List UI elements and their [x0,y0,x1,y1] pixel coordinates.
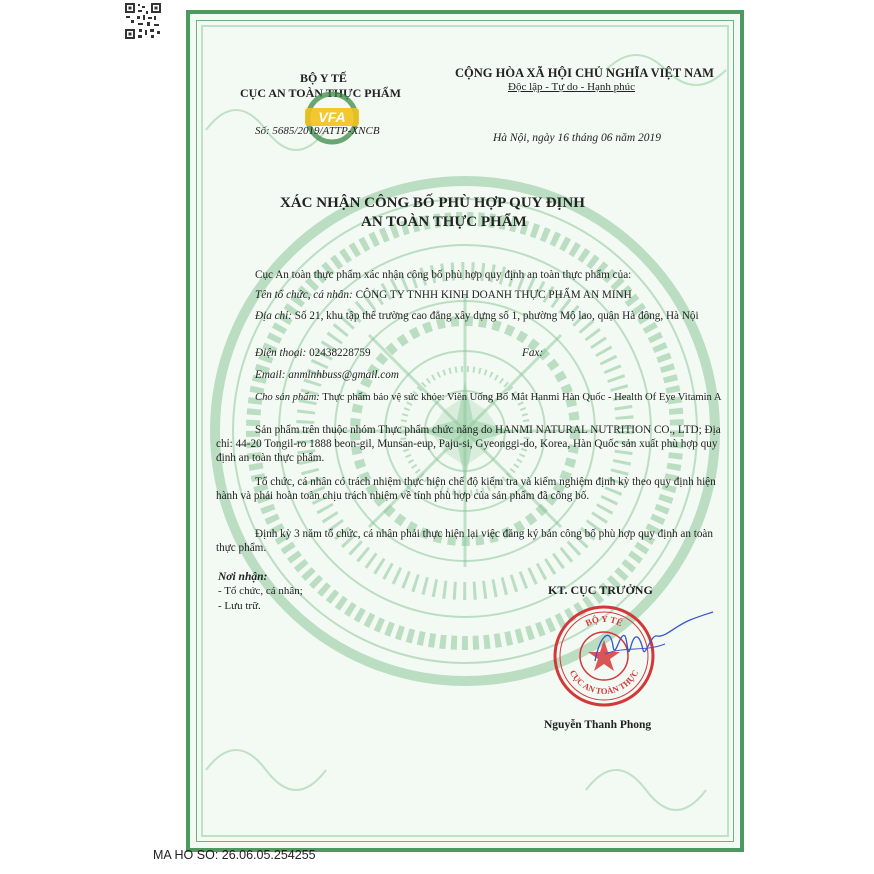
vfa-logo-icon [295,90,369,146]
seal-top-text: BỘ Y TẾ [583,613,625,629]
recipient-item: - Tổ chức, cá nhân; [218,585,303,597]
product-row [255,391,730,404]
document-title-line1: XÁC NHẬN CÔNG BỐ PHÙ HỢP QUY ĐỊNH [280,195,585,211]
address-value: Số 21, khu tập thể trường cao đẳng xây dựng số 1, phường Mộ lao, quận Hà đông, Hà Nội [294,310,699,322]
ministry-name: BỘ Y TẾ [300,71,347,85]
org-row [255,290,632,301]
vfa-logo-text: VFA [318,109,346,125]
record-code: MA HO SO: 26.06.05.254255 [153,848,316,862]
paragraph-responsibility: Tổ chức, cá nhân có trách nhiệm thực hiện chế độ kiểm tra và kiểm nghiệm định kỳ theo quy định hiện hành và phải hoàn toàn chịu trách nhiệm về tính phù hợp của sản phẩm đã công bố. [216,476,716,502]
org-label: Tên tổ chức, cá nhân: [255,289,353,301]
product-value: Thực phẩm bảo vệ sức khỏe: Viên Uống Bổ Mắt Hanmi Hàn Quốc - Health Of Eye Vitamin A [322,392,722,403]
product-label: Cho sản phẩm: [255,392,320,403]
place-date: Hà Nội, ngày 16 tháng 06 năm 2019 [493,132,662,144]
email-label: Email: [255,369,286,381]
address-row [216,309,716,323]
email-value: anminhbuss@gmail.com [288,369,399,381]
org-value: CÔNG TY TNHH KINH DOANH THỰC PHẨM AN MINH [355,289,632,301]
phone-label: Điện thoại: [255,347,307,359]
qr-code [124,2,162,40]
document-title-line2: AN TOÀN THỰC PHẨM [361,214,527,230]
document-number: Số: 5685/2019/ATTP-XNCB [255,125,380,137]
phone-row [255,348,371,359]
department-name: CỤC AN TOÀN THỰC PHẨM [240,86,401,100]
intro-text: Cục An toàn thực phẩm xác nhận công bố phù hợp quy định an toàn thực phẩm của: [255,269,632,281]
signer-name: Nguyễn Thanh Phong [544,719,652,731]
handwritten-signature [565,606,715,676]
paragraph-manufacturer: Sản phẩm trên thuộc nhóm Thực phẩm chức năng do HANMI NATURAL NUTRITION CO., LTD; Địa chỉ: 44-20 Tongil-ro 1888 beon-gil, Munsan-eup, Paju-si, Gyeonggi-do, Korea, Hàn Quốc sản xuất phù hợp quy định an toàn thực phẩm. [216,424,721,464]
country-name: CỘNG HÒA XÃ HỘI CHỦ NGHĨA VIỆT NAM [455,66,714,80]
recipient-item: - Lưu trữ. [218,600,261,612]
seal-bottom-text: CỤC AN TOÀN THỰC [567,668,641,697]
recipients-label: Nơi nhận: [218,571,268,583]
fax-label: Fax: [522,347,544,359]
national-motto: Độc lập - Tự do - Hạnh phúc [508,81,636,93]
phone-value: 02438228759 [309,347,371,359]
address-label: Địa chỉ: [255,310,292,322]
email-row [255,370,399,381]
paragraph-renewal: Định kỳ 3 năm tổ chức, cá nhân phải thực hiện lại việc đăng ký bản công bố phù hợp quy định an toàn thực phẩm. [216,528,713,554]
signer-title: KT. CỤC TRƯỞNG [548,583,653,597]
